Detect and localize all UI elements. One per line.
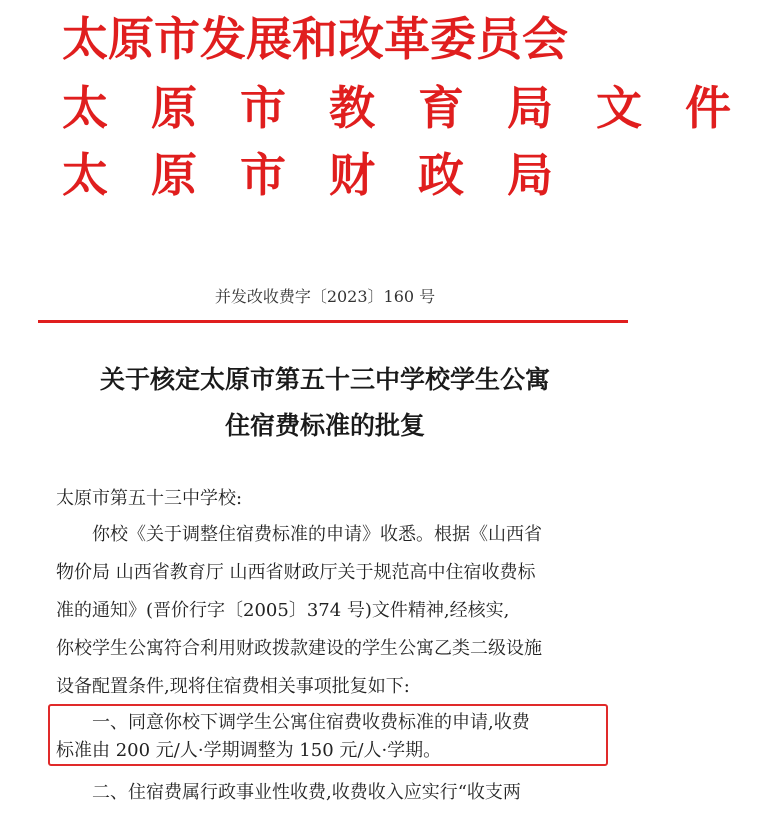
item-one-line2: 标准由 200 元/人·学期调整为 150 元/人·学期。 — [56, 740, 442, 761]
item-one-line1: 一、同意你校下调学生公寓住宿费收费标准的申请,收费 — [92, 712, 530, 733]
body-paragraph-line: 你校《关于调整住宿费标准的申请》收悉。根据《山西省 — [92, 524, 542, 545]
issuer-line-development-reform: 太原市发展和改革委员会 — [62, 12, 568, 66]
header-divider — [38, 320, 628, 323]
document-number: 并发改收费字〔2023〕160 号 — [214, 287, 436, 306]
body-paragraph-line: 你校学生公寓符合利用财政拨款建设的学生公寓乙类二级设施 — [56, 638, 542, 659]
issuer-line-finance-bureau: 太原市财政局 — [62, 148, 596, 202]
item-two-line1: 二、住宿费属行政事业性收费,收费收入应实行“收支两 — [92, 782, 521, 803]
body-paragraph-line: 准的通知》(晋价行字〔2005〕374 号)文件精神,经核实, — [56, 600, 510, 621]
issuer-line-education-bureau: 太原市教育局文件 — [62, 81, 774, 135]
document-title-line1: 关于核定太原市第五十三中学校学生公寓 — [99, 365, 550, 394]
body-paragraph-line: 物价局 山西省教育厅 山西省财政厅关于规范高中住宿收费标 — [56, 562, 536, 583]
body-paragraph-line: 设备配置条件,现将住宿费相关事项批复如下: — [56, 676, 410, 697]
document-title-line2: 住宿费标准的批复 — [224, 411, 425, 440]
salutation: 太原市第五十三中学校: — [56, 488, 243, 509]
